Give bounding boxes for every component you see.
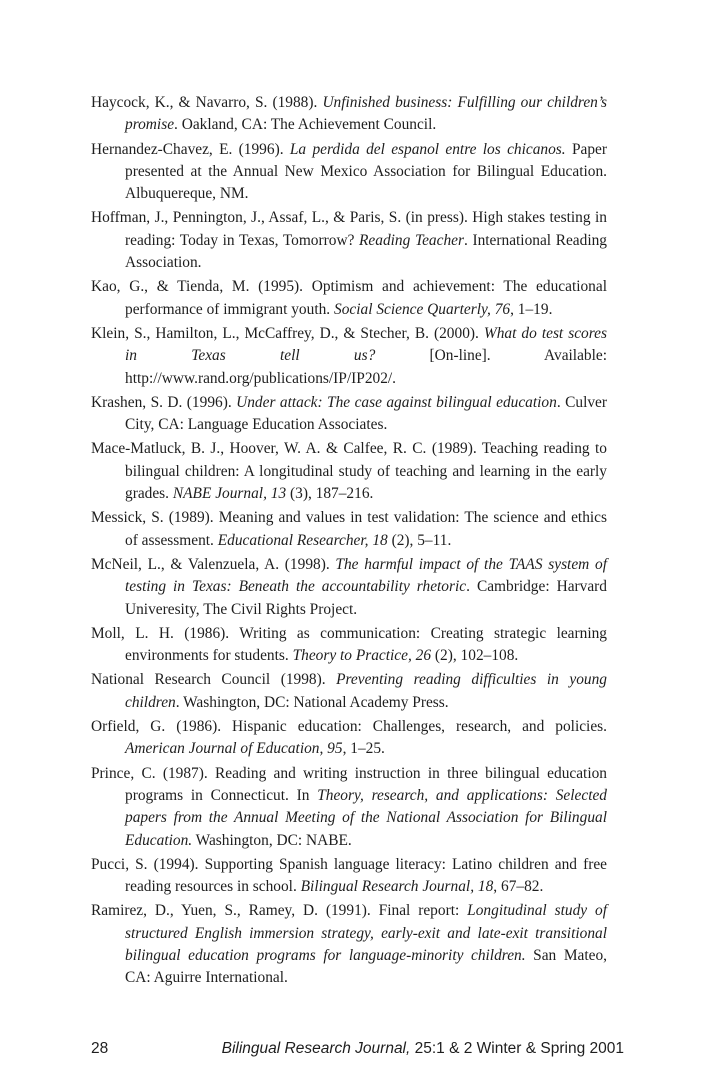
reference-text: (3), 187–216.	[286, 485, 374, 503]
reference-text: Washington, DC: NABE.	[192, 831, 352, 849]
reference-title: La perdida del espanol entre los chicanos.	[289, 140, 566, 158]
reference-text: [On-line]. Available: http://www.rand.org/publications/IP/IP202/.	[125, 347, 607, 387]
reference-text: Hoffman, J., Pennington, J., Assaf, L., & Paris, S. (in press). High stakes testing in reading: Today in Texas, Tomorrow?	[91, 209, 607, 249]
reference-title: Unfinished business: Fulfilling our children’s promise	[125, 94, 608, 134]
reference-text: Moll, L. H. (1986). Writing as communication: Creating strategic learning environments for students.	[91, 624, 607, 665]
reference-text: McNeil, L., & Valenzuela, A. (1998).	[91, 555, 336, 573]
reference-entry	[91, 92, 607, 137]
reference-text: Messick, S. (1989). Meaning and values in test validation: The science and ethics of assessment.	[91, 509, 607, 549]
reference-entry	[91, 623, 607, 668]
reference-title: Educational Researcher, 18	[217, 531, 388, 549]
reference-title: The harmful impact of the TAAS system of testing in Texas: Beneath the accountability rhetoric	[125, 555, 607, 596]
reference-text: Mace-Matluck, B. J., Hoover, W. A. & Calfee, R. C. (1989). Teaching reading to bilingual children: A longitudinal study of teaching and learning in the early grades.	[91, 440, 607, 503]
reference-title: Under attack: The case against bilingual education	[236, 393, 557, 411]
reference-text: . Cambridge: Harvard Univeresity, The Civil Rights Project.	[125, 578, 608, 618]
reference-text: National Research Council (1998).	[91, 671, 337, 689]
page-number: 28	[91, 1040, 109, 1057]
reference-text: San Mateo, CA: Aguirre International.	[125, 946, 607, 987]
reference-title: American Journal of Education, 95	[125, 740, 343, 758]
reference-entry	[91, 507, 607, 552]
reference-entry	[91, 323, 607, 390]
reference-list	[91, 92, 607, 992]
reference-title: Preventing reading difficulties in young children	[125, 671, 607, 711]
reference-text: Haycock, K., & Navarro, S. (1988).	[91, 94, 323, 111]
reference-text: Paper presented at the Annual New Mexico Association for Bilingual Education. Albuquereque, NM.	[125, 140, 607, 203]
reference-entry	[91, 139, 607, 206]
reference-text: Krashen, S. D. (1996).	[91, 393, 237, 411]
reference-text: , 67–82.	[493, 878, 544, 896]
reference-entry	[91, 900, 607, 989]
reference-text: , 1–19.	[510, 300, 553, 318]
reference-title: NABE Journal, 13	[172, 485, 287, 503]
reference-entry	[91, 276, 607, 321]
reference-title: Bilingual Research Journal, 18	[300, 878, 494, 896]
reference-text: (2), 102–108.	[431, 647, 519, 665]
reference-entry	[91, 716, 607, 761]
reference-text: (2), 5–11.	[387, 531, 452, 549]
reference-text: Orfield, G. (1986). Hispanic education: Challenges, research, and policies.	[91, 718, 607, 736]
reference-text: Klein, S., Hamilton, L., McCaffrey, D., & Stecher, B. (2000).	[91, 324, 484, 342]
reference-title: Theory, research, and applications: Selected papers from the Annual Meeting of the National Association for Bilingual Education.	[125, 786, 607, 849]
reference-text: , 1–25.	[342, 740, 385, 758]
running-footer	[222, 1040, 624, 1058]
reference-entry	[91, 392, 607, 437]
reference-title: Social Science Quarterly, 76	[334, 300, 511, 318]
reference-text: Kao, G., & Tienda, M. (1995). Optimism and achievement: The educational performance of immigrant youth.	[91, 278, 607, 318]
reference-title: Theory to Practice, 26	[292, 647, 432, 665]
reference-text: Hernandez-Chavez, E. (1996).	[91, 140, 290, 158]
reference-text: Pucci, S. (1994). Supporting Spanish language literacy: Latino children and free reading resources in school.	[91, 855, 607, 896]
reference-title: Longitudinal study of structured English immersion strategy, early-exit and late-exit transitional bilingual education programs for language-minority children.	[125, 902, 607, 964]
reference-text: . Oakland, CA: The Achievement Council.	[174, 116, 437, 134]
reference-entry	[91, 669, 607, 714]
reference-text: . International Reading Association.	[125, 231, 607, 272]
reference-entry	[91, 207, 607, 274]
reference-title: What do test scores in Texas tell us?	[125, 324, 607, 365]
reference-entry	[91, 554, 607, 621]
reference-text: . Washington, DC: National Academy Press.	[175, 693, 449, 711]
reference-text: Ramirez, D., Yuen, S., Ramey, D. (1991). Final report:	[91, 902, 468, 920]
reference-entry	[91, 438, 607, 505]
reference-text: . Culver City, CA: Language Education Associates.	[125, 393, 607, 434]
issue-info: 25:1 & 2 Winter & Spring 2001	[410, 1040, 624, 1057]
reference-entry	[91, 854, 607, 899]
journal-name: Bilingual Research Journal,	[221, 1040, 411, 1057]
reference-entry	[91, 763, 607, 852]
reference-text: Prince, C. (1987). Reading and writing instruction in three bilingual education programs in Connecticut. In	[91, 764, 607, 804]
reference-title: Reading Teacher	[359, 231, 464, 249]
